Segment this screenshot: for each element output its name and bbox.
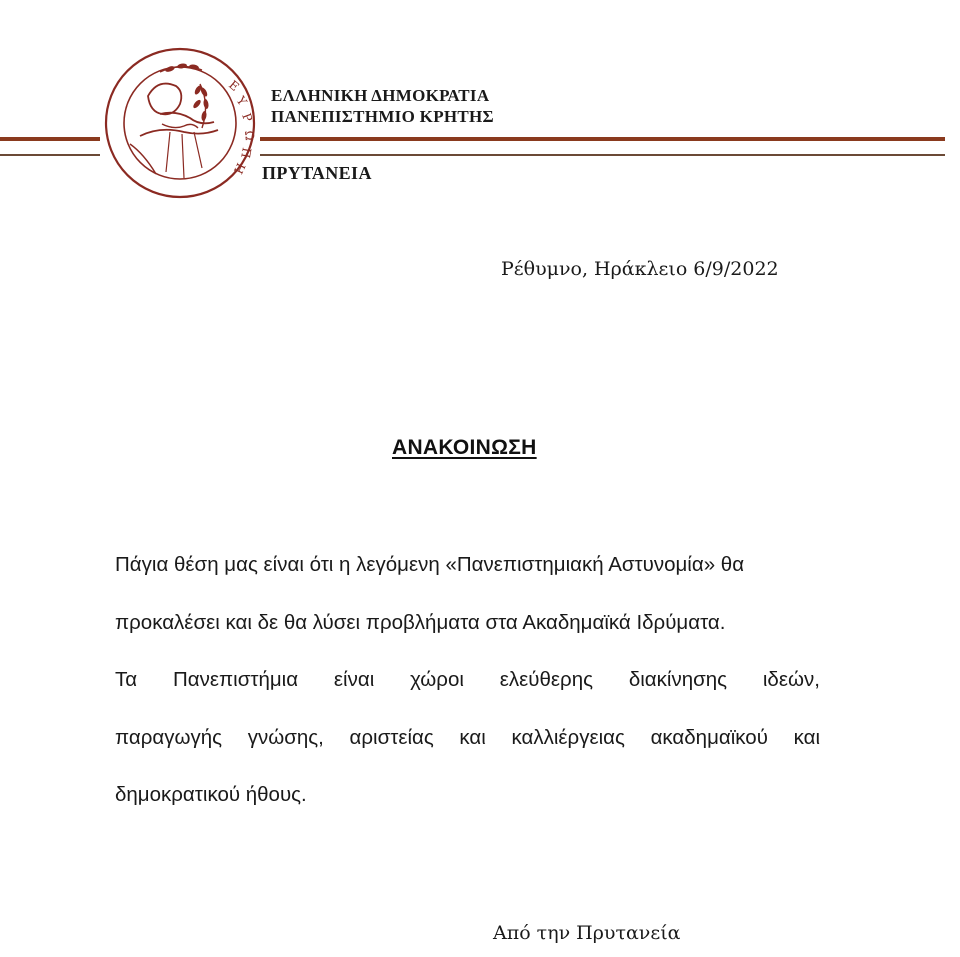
university-seal-icon <box>100 44 260 202</box>
body-word: διακίνησης <box>628 668 728 691</box>
body-word: είναι <box>333 668 375 691</box>
body-word: αριστείας <box>349 725 434 749</box>
svg-text:Υ: Υ <box>233 93 250 109</box>
document-title: ΑΝΑΚΟΙΝΩΣΗ <box>392 436 537 459</box>
body-word: ακαδημαϊκού <box>650 725 768 749</box>
body-word: και <box>793 725 820 749</box>
svg-text:Ω: Ω <box>242 130 257 142</box>
body-word: και <box>459 725 486 749</box>
org-line-university: ΠΑΝΕΠΙΣΤΗΜΙΟ ΚΡΗΤΗΣ <box>271 107 494 126</box>
body-word: ιδεών, <box>762 668 820 691</box>
body-word: ελεύθερης <box>499 668 593 691</box>
body-word: γνώσης, <box>247 725 324 749</box>
svg-text:Π: Π <box>238 146 254 160</box>
svg-text:Ε: Ε <box>226 77 242 94</box>
signature: Από την Πρυτανεία <box>493 922 681 944</box>
body-line: Πάγια θέση μας είναι ότι η λεγόμενη «Πανεπιστημιακή Αστυνομία» θα <box>115 553 745 576</box>
body-word: χώροι <box>410 668 464 691</box>
body-line: προκαλέσει και δε θα λύσει προβλήματα στα Ακαδημαϊκά Ιδρύματα. <box>115 610 726 634</box>
body-line <box>115 723 820 781</box>
body-word: παραγωγής <box>115 725 223 749</box>
body-word: Τα <box>115 668 138 691</box>
body-word: Πανεπιστήμια <box>172 668 299 691</box>
body-line: δημοκρατικού ήθους. <box>115 783 307 806</box>
department-name: ΠΡΥΤΑΝΕΙΑ <box>262 163 372 183</box>
place-and-date: Ρέθυμνο, Ηράκλειο 6/9/2022 <box>501 258 779 280</box>
body-line <box>115 665 820 723</box>
svg-text:Ρ: Ρ <box>239 111 256 124</box>
svg-text:Η: Η <box>230 160 248 177</box>
org-line-republic: ΕΛΛΗΝΙΚΗ ΔΗΜΟΚΡΑΤΙΑ <box>271 86 490 105</box>
announcement-body <box>115 550 820 838</box>
body-word: καλλιέργειας <box>511 725 625 749</box>
